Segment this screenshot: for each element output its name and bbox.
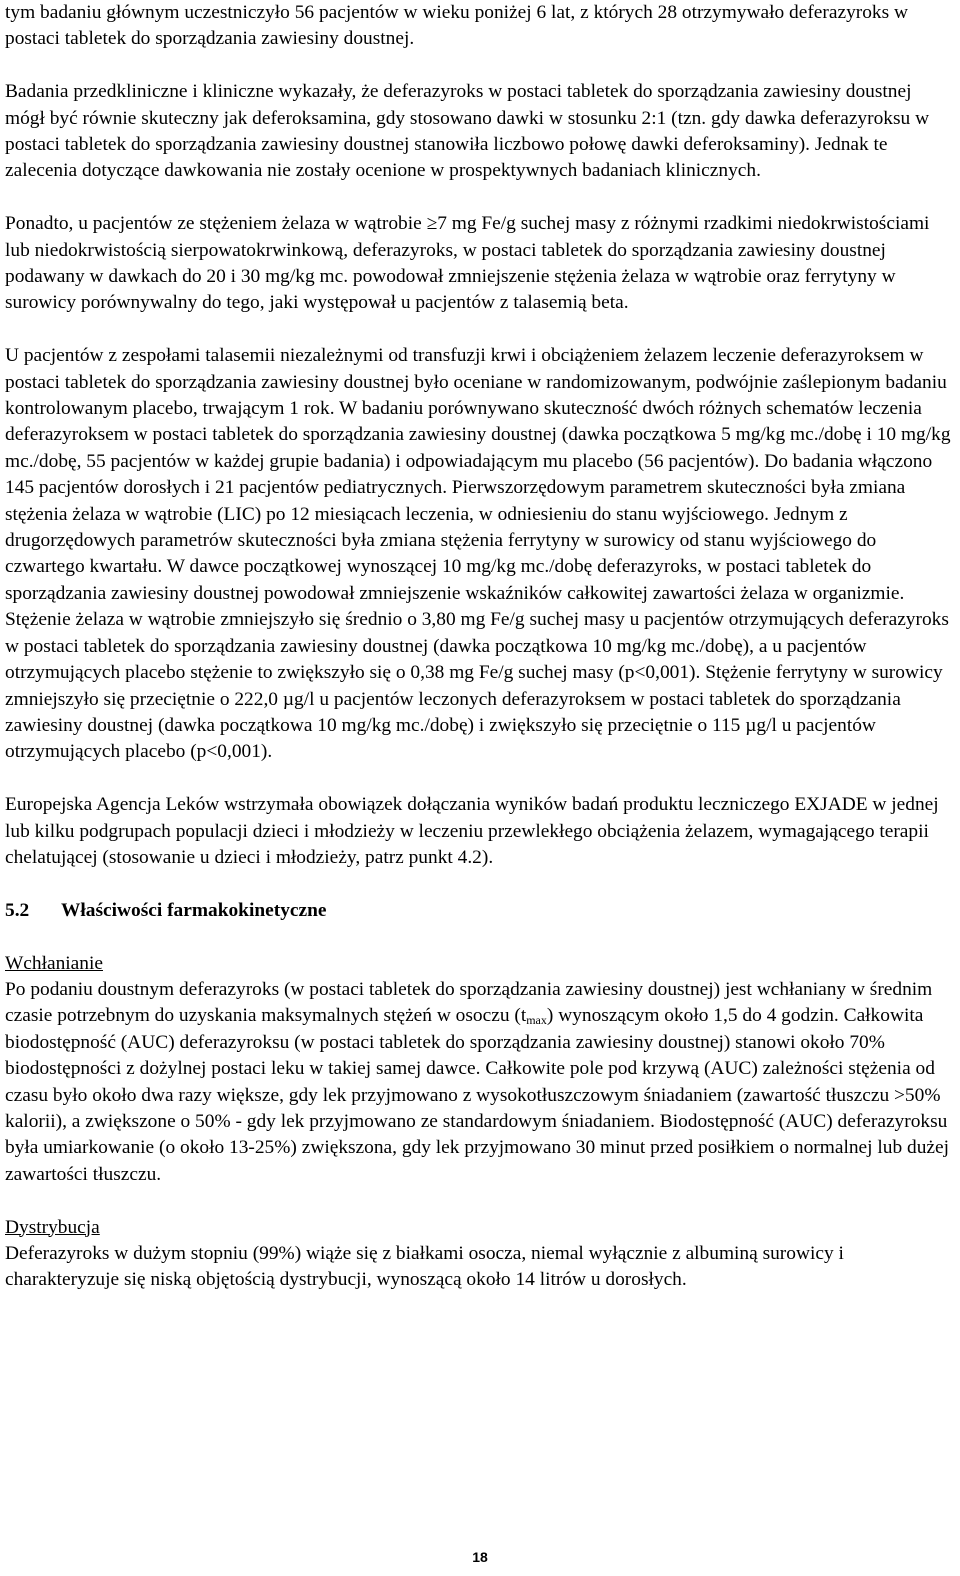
absorption-text-a: Po podaniu doustnym deferazyroks (w postaci tabletek do sporządzania zawiesiny doustnej) jest wchłaniany w średnim czasie potrzebnym do uzyskania maksymalnych stężeń w osoczu (t [5, 978, 933, 1027]
paragraph-preclinical: Badania przedkliniczne i kliniczne wykazały, że deferazyroks w postaci tabletek do sporządzania zawiesiny doustnej mógł być równie skuteczny jak deferoksamina, gdy stosowano dawki w stosunku 2:1 (tzn. gdy dawka deferazyroksu w postaci tabletek do sporządzania zawiesiny doustnej stanowiła liczbowo połowę dawki deferoksaminy). Jednak te zalecenia dotyczące dawkowania nie zostały ocenione w prospektywnych badaniach klinicznych. [5, 81, 930, 182]
paragraph-intro: tym badaniu głównym uczestniczyło 56 pacjentów w wieku poniżej 6 lat, z których 28 otrzymywało deferazyroks w postaci tabletek do sporządzania zawiesiny doustnej. [5, 2, 909, 50]
paragraph-distribution: Deferazyroks w dużym stopniu (99%) wiąże się z białkami osocza, niemal wyłącznie z albuminą surowicy i charakteryzuje się niską objętością dystrybucji, wynoszącą około 14 litrów u dorosłych. [5, 1242, 844, 1291]
paragraph-thalassemia-study: U pacjentów z zespołami talasemii niezależnymi od transfuzji krwi i obciążeniem żelazem leczenie deferazyroksem w postaci tabletek do sporządzania zawiesiny doustnej było oceniane w randomizowanym, podwójnie zaślepionym badaniu kontrolowanym placebo, trwającym 1 rok. W badaniu porównywano skuteczność dwóch różnych schematów leczenia deferazyroksem w postaci tabletek do sporządzania zawiesiny doustnej (dawka początkowa 5 mg/kg mc./dobę i 10 mg/kg mc./dobę, 55 pacjentów w każdej grupie badania) i odpowiadającym mu placebo (56 pacjentów). Do badania włączono 145 pacjentów dorosłych i 21 pacjentów pediatrycznych. Pierwszorzędowym parametrem skuteczności była zmiana stężenia żelaza w wątrobie (LIC) po 12 miesiącach leczenia, w odniesieniu do stanu wyjściowego. Jednym z drugorzędowych parametrów skuteczności była zmiana stężenia ferrytyny w surowicy od stanu wyjściowego do czwartego kwartału. W dawce początkowej wynoszącej 10 mg/kg mc./dobę deferazyroks, w postaci tabletek do sporządzania zawiesiny doustnej powodował zmniejszenie wskaźników całkowitej zawartości żelaza w organizmie. Stężenie żelaza w wątrobie zmniejszyło się średnio o 3,80 mg Fe/g suchej masy u pacjentów otrzymujących deferazyroks w postaci tabletek do sporządzania zawiesiny doustnej (dawka początkowa 10 mg/kg mc./dobę), a u pacjentów otrzymujących placebo stężenie to zwiększyło się o 0,38 mg Fe/g suchej masy (p<0,001). Stężenie ferrytyny w surowicy zmniejszyło się przeciętnie o 222,0 µg/l u pacjentów leczonych deferazyroksem w postaci tabletek do sporządzania zawiesiny doustnej (dawka początkowa 10 mg/kg mc./dobę) i zwiększyło się przeciętnie o 115 µg/l u pacjentów otrzymujących placebo (p<0,001). [5, 345, 951, 763]
page-number: 18 [472, 1549, 488, 1565]
section-number: 5.2 [5, 899, 30, 921]
section-title: Właściwości farmakokinetyczne [61, 899, 327, 921]
document-page [5, 0, 955, 1320]
section-heading [5, 898, 955, 924]
subheading-distribution: Dystrybucja [5, 1216, 100, 1238]
paragraph-liver-iron: Ponadto, u pacjentów ze stężeniem żelaza w wątrobie ≥7 mg Fe/g suchej masy z różnymi rzadkimi niedokrwistościami lub niedokrwistością sierpowatokrwinkową, deferazyroks, w postaci tabletek do sporządzania zawiesiny doustnej podawany w dawkach do 20 i 30 mg/kg mc. powodował zmniejszenie stężenia żelaza w wątrobie oraz ferrytyny w surowicy porównywalny do tego, jaki występował u pacjentów z talasemią beta. [5, 213, 930, 314]
paragraph-absorption [5, 977, 955, 1188]
paragraph-ema: Europejska Agencja Leków wstrzymała obowiązek dołączania wyników badań produktu leczniczego EXJADE w jednej lub kilku podgrupach populacji dzieci i młodzieży w leczeniu przewlekłego obciążenia żelazem, wymagającego terapii chelatującej (stosowanie u dzieci i młodzieży, patrz punkt 4.2). [5, 794, 939, 868]
absorption-text-b: ) wynoszącym około 1,5 do 4 godzin. Całkowita biodostępność (AUC) deferazyroksu (w postaci tabletek do sporządzania zawiesiny doustnej) stanowi około 70% biodostępności z dożylnej postaci leku w takiej samej dawce. Całkowite pole pod krzywą (AUC) zależności stężenia od czasu było około dwa razy większe, gdy lek przyjmowano z wysokotłuszczowym śniadaniem (zawartość tłuszczu >50% kalorii), a zwiększone o 50% - gdy lek przyjmowano ze standardowym śniadaniem. Biodostępność (AUC) deferazyroksu była umiarkowanie (o około 13-25%) zwiększona, gdy lek przyjmowano 30 minut przed posiłkiem o normalnej lub dużej zawartości tłuszczu. [5, 1005, 949, 1185]
subheading-absorption: Wchłanianie [5, 952, 103, 974]
tmax-subscript: max [526, 1013, 547, 1028]
